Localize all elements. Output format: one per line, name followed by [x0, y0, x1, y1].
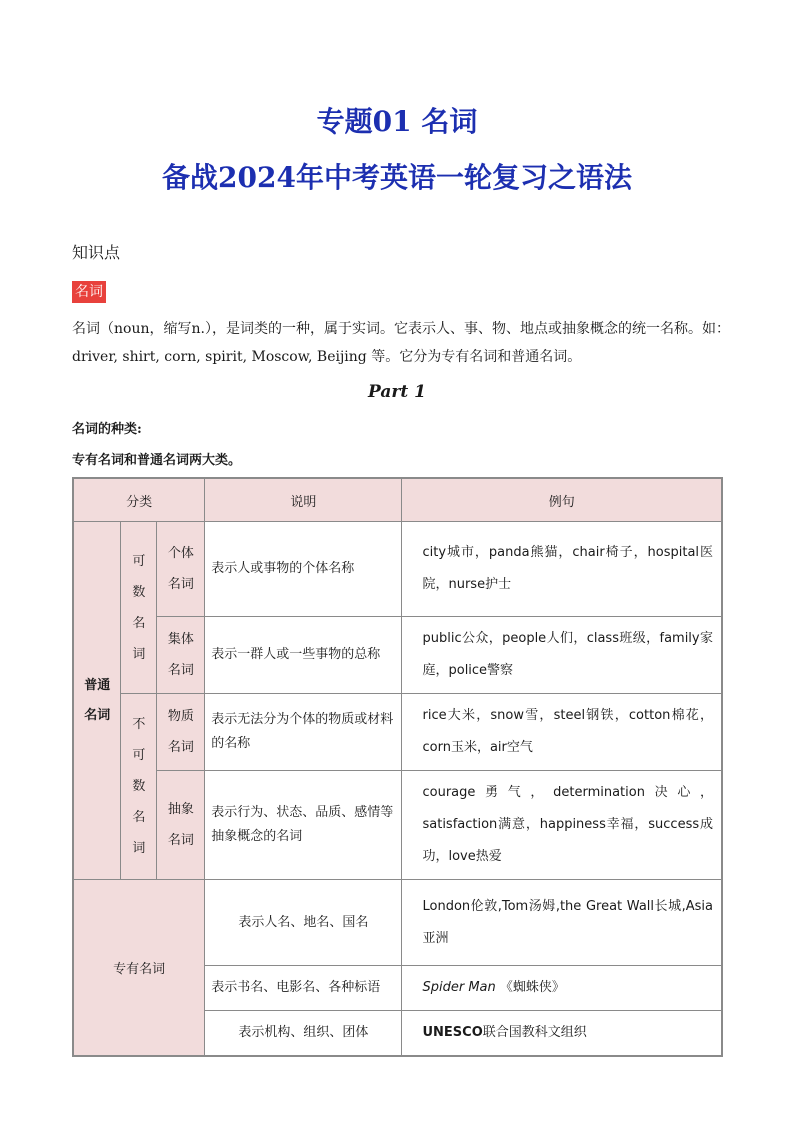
countable-cell	[121, 522, 157, 694]
part-label: Part 1	[368, 382, 426, 402]
header-example: 例句	[402, 478, 722, 522]
description-cell: 表示人或事物的个体名称	[205, 522, 402, 617]
description-cell: 表示机构、组织、团体	[205, 1011, 402, 1057]
example-cell: Spider Man 《蜘蛛侠》	[402, 966, 722, 1011]
example-cell: rice大米，snow雪，steel钢铁，cotton棉花，corn玉米，air空气	[402, 694, 722, 771]
common-noun-label: 普通名词	[84, 677, 111, 723]
table-row	[73, 771, 722, 880]
sub-category: 抽象名词	[157, 771, 205, 880]
description-cell: 表示一群人或一些事物的总称	[205, 617, 402, 694]
noun-tag: 名词	[72, 281, 106, 303]
example-acronym: UNESCO	[422, 1025, 483, 1040]
example-title: Spider Man	[422, 980, 496, 995]
table-row	[73, 694, 722, 771]
kinds-label: 名词的种类:	[72, 422, 142, 437]
intro-paragraph: 名词（noun，缩写n.），是词类的一种，属于实词。它表示人、事、物、地点或抽象概念的统一名称。如：driver, shirt, corn, spirit, Moscow, Beijing 等。它分为专有名词和普通名词。	[72, 321, 730, 365]
table-row	[73, 522, 722, 617]
header-description: 说明	[205, 478, 402, 522]
proper-noun-cell: 专有名词	[73, 880, 205, 1057]
description-cell: 表示人名、地名、国名	[205, 880, 402, 966]
title-line-1: 专题01 名词	[316, 105, 478, 138]
common-noun-cell	[73, 522, 121, 880]
example-cell: UNESCO联合国教科文组织	[402, 1011, 722, 1057]
example-cell: London伦敦,Tom汤姆,the Great Wall长城,Asia亚洲	[402, 880, 722, 966]
two-types-label: 专有名词和普通名词两大类。	[72, 453, 242, 468]
description-cell: 表示书名、电影名、各种标语	[205, 966, 402, 1011]
header-category: 分类	[73, 478, 205, 522]
example-cell: city城市，panda熊猫，chair椅子，hospital医院，nurse护士	[402, 522, 722, 617]
description-cell: 表示行为、状态、品质、感情等抽象概念的名词	[205, 771, 402, 880]
table-row	[73, 880, 722, 966]
table-row	[73, 617, 722, 694]
sub-category: 集体名词	[157, 617, 205, 694]
uncountable-label: 不可数名词	[132, 717, 146, 856]
uncountable-cell	[121, 694, 157, 880]
sub-category: 个体名词	[157, 522, 205, 617]
sub-category: 物质名词	[157, 694, 205, 771]
description-cell: 表示无法分为个体的物质或材料的名称	[205, 694, 402, 771]
countable-label: 可数名词	[132, 553, 146, 662]
title-line-2: 备战2024年中考英语一轮复习之语法	[162, 161, 632, 194]
table-header-row	[73, 478, 722, 522]
example-cell: public公众，people人们，class班级，family家庭，police警察	[402, 617, 722, 694]
noun-classification-table	[72, 477, 723, 1057]
knowledge-heading: 知识点	[72, 243, 121, 262]
example-cell: courage勇气，determination决心，satisfaction满意，happiness幸福，success成功，love热爱	[402, 771, 722, 880]
